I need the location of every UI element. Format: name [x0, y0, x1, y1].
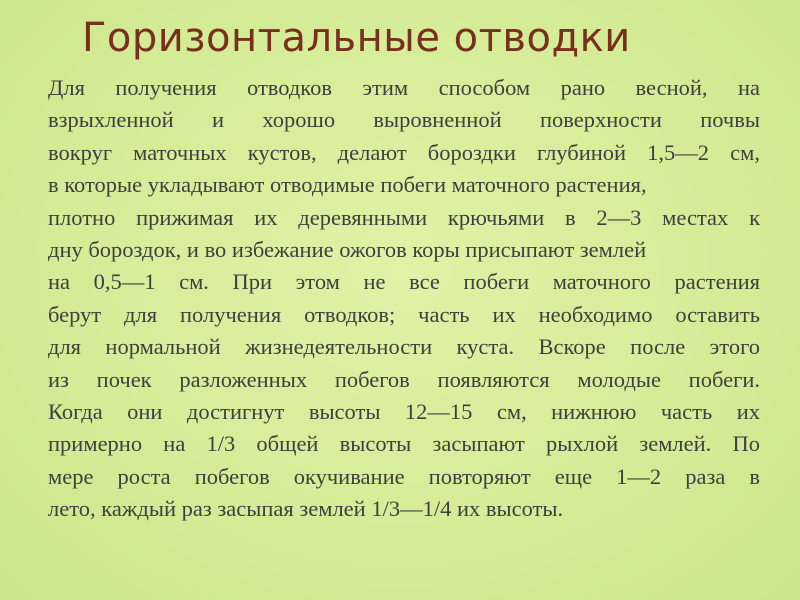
body-line: взрыхленной и хорошо выровненной поверхности почвы [48, 107, 760, 133]
body-text [48, 72, 760, 525]
body-line: для нормальной жизнедеятельности куста. Вскоре после этого [48, 334, 760, 360]
body-line: дну бороздок, и во избежание ожогов коры присыпают землей [48, 236, 647, 262]
body-line: мере роста побегов окучивание повторяют еще 1—2 раза в [48, 463, 760, 489]
body-line: в которые укладывают отводимые побеги маточного растения, [48, 172, 647, 198]
body-line: Когда они достигнут высоты 12—15 см, нижнюю часть их [48, 398, 760, 424]
body-line: берут для получения отводков; часть их необходимо оставить [48, 301, 760, 327]
slide-title: Горизонтальные отводки [82, 15, 631, 61]
body-line: вокруг маточных кустов, делают бороздки глубиной 1,5—2 см, [48, 139, 760, 165]
body-line: лето, каждый раз засыпая землей 1/3—1/4 их высоты. [48, 496, 564, 522]
body-line: примерно на 1/3 общей высоты засыпают рыхлой землей. По [48, 431, 760, 457]
body-line: Для получения отводков этим способом рано весной, на [48, 75, 760, 100]
body-line: плотно прижимая их деревянными крючьями в 2—3 местах к [48, 204, 760, 230]
body-line: на 0,5—1 см. При этом не все побеги маточного растения [48, 269, 760, 295]
body-line: из почек разложенных побегов появляются молодые побеги. [48, 366, 760, 392]
